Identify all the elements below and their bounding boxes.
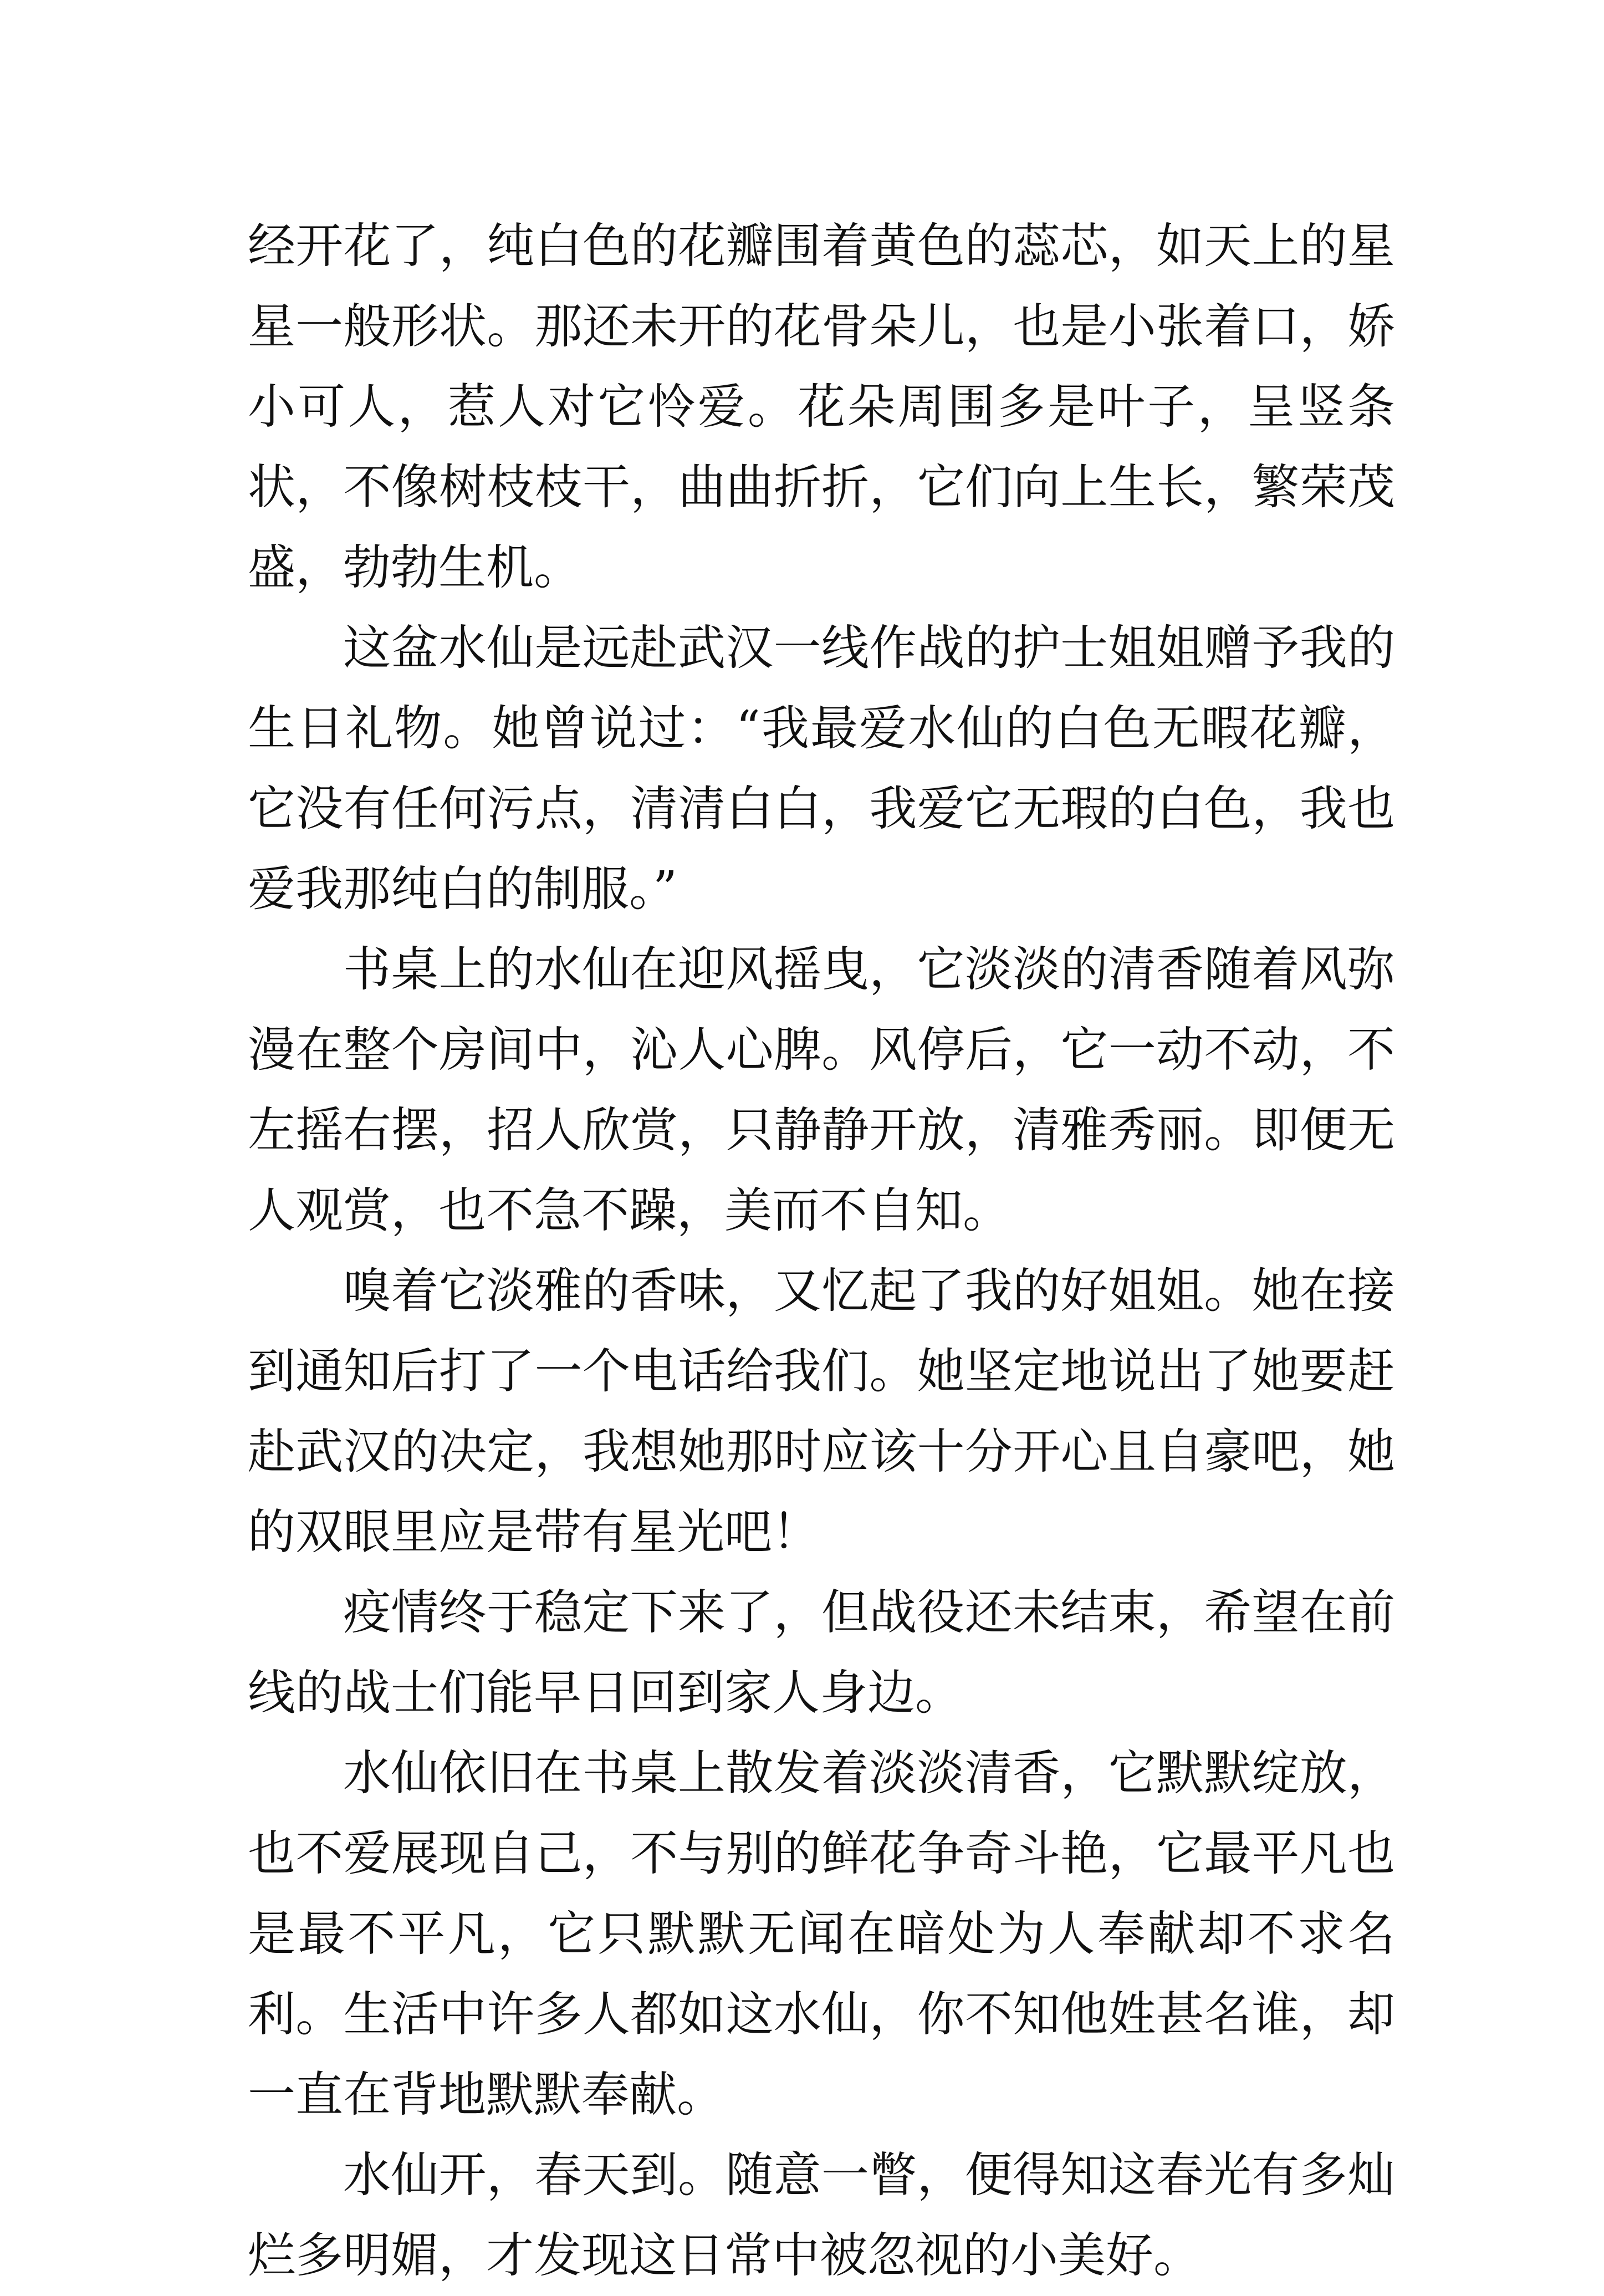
- paragraph: 水仙开，春天到。随意一瞥，便得知这春光有多灿烂多明媚，才发现这日常中被忽视的小美好。: [248, 2147, 1395, 2283]
- paragraph: 书桌上的水仙在迎风摇曳，它淡淡的清香随着风弥漫在整个房间中，沁人心脾。风停后，它一动不动，不左摇右摆，招人欣赏，只静静开放，清雅秀丽。即便无人观赏，也不急不躁，美而不自知。: [248, 942, 1395, 1238]
- paragraph-continued: 经开花了，纯白色的花瓣围着黄色的蕊芯，如天上的星星一般形状。那还未开的花骨朵儿，也是小张着口，娇小可人，惹人对它怜爱。花朵周围多是叶子，呈竖条状，不像树枝枝干，曲曲折折，它们向上生长，繁荣茂盛，勃勃生机。: [248, 218, 1395, 595]
- paragraph: 这盆水仙是远赴武汉一线作战的护士姐姐赠予我的生日礼物。她曾说过：“我最爱水仙的白色无暇花瓣，它没有任何污点，清清白白，我爱它无瑕的白色，我也爱我那纯白的制服。”: [248, 620, 1395, 917]
- essay-body: [248, 206, 1395, 2296]
- paragraph: 水仙依旧在书桌上散发着淡淡清香，它默默绽放，也不爱展现自己，不与别的鲜花争奇斗艳，它最平凡也是最不平凡，它只默默无闻在暗处为人奉献却不求名利。生活中许多人都如这水仙，你不知他姓甚名谁，却一直在背地默默奉献。: [248, 1746, 1395, 2122]
- paragraph: 疫情终于稳定下来了，但战役还未结束，希望在前线的战士们能早日回到家人身边。: [248, 1585, 1395, 1721]
- paragraph: 嗅着它淡雅的香味，又忆起了我的好姐姐。她在接到通知后打了一个电话给我们。她坚定地说出了她要赶赴武汉的决定，我想她那时应该十分开心且自豪吧，她的双眼里应是带有星光吧！: [248, 1263, 1395, 1560]
